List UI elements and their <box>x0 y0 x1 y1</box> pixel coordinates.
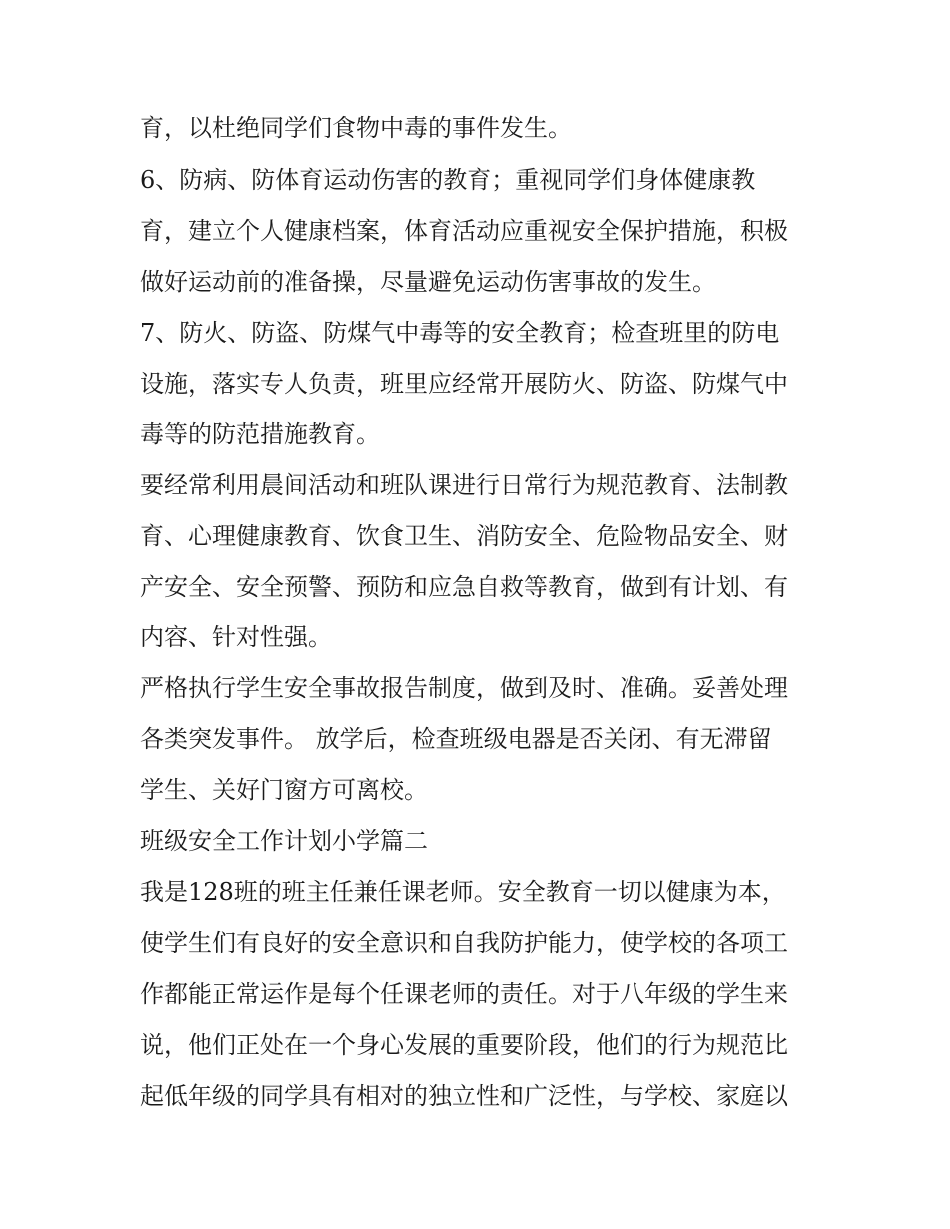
text-line-12: 严格执行学生安全事故报告制度，做到及时、准确。妥善处理 <box>140 674 788 702</box>
text-line-20: 起低年级的同学具有相对的独立性和广泛性，与学校、家庭以 <box>140 1082 788 1110</box>
text-line-11: 内容、针对性强。 <box>140 623 332 651</box>
text-line-13: 各类突发事件。 放学后，检查班级电器是否关闭、有无滞留 <box>140 725 772 753</box>
text-line-2: 6、防病、防体育运动伤害的教育；重视同学们身体健康教 <box>140 166 756 194</box>
text-line-1: 育，以杜绝同学们食物中毒的事件发生。 <box>140 114 572 142</box>
text-line-8: 要经常利用晨间活动和班队课进行日常行为规范教育、法制教 <box>140 471 788 499</box>
text-line-18: 作都能正常运作是每个任课老师的责任。对于八年级的学生来 <box>140 980 788 1008</box>
text-line-10: 产安全、安全预警、预防和应急自救等教育，做到有计划、有 <box>140 573 788 601</box>
text-line-14: 学生、关好门窗方可离校。 <box>140 776 428 804</box>
text-line-3: 育，建立个人健康档案，体育活动应重视安全保护措施，积极 <box>140 217 788 245</box>
text-line-19: 说，他们正处在一个身心发展的重要阶段，他们的行为规范比 <box>140 1031 788 1059</box>
text-line-17: 使学生们有良好的安全意识和自我防护能力，使学校的各项工 <box>140 929 788 957</box>
text-line-5: 7、防火、防盗、防煤气中毒等的安全教育；检查班里的防电 <box>140 319 780 347</box>
text-line-7: 毒等的防范措施教育。 <box>140 420 380 448</box>
text-line-16: 我是128班的班主任兼任课老师。安全教育一切以健康为本， <box>140 878 786 906</box>
section-heading: 班级安全工作计划小学篇二 <box>140 827 428 855</box>
text-line-9: 育、心理健康教育、饮食卫生、消防安全、危险物品安全、财 <box>140 522 788 550</box>
text-line-4: 做好运动前的准备操，尽量避免运动伤害事故的发生。 <box>140 268 716 296</box>
text-line-6: 设施，落实专人负责，班里应经常开展防火、防盗、防煤气中 <box>140 370 788 398</box>
